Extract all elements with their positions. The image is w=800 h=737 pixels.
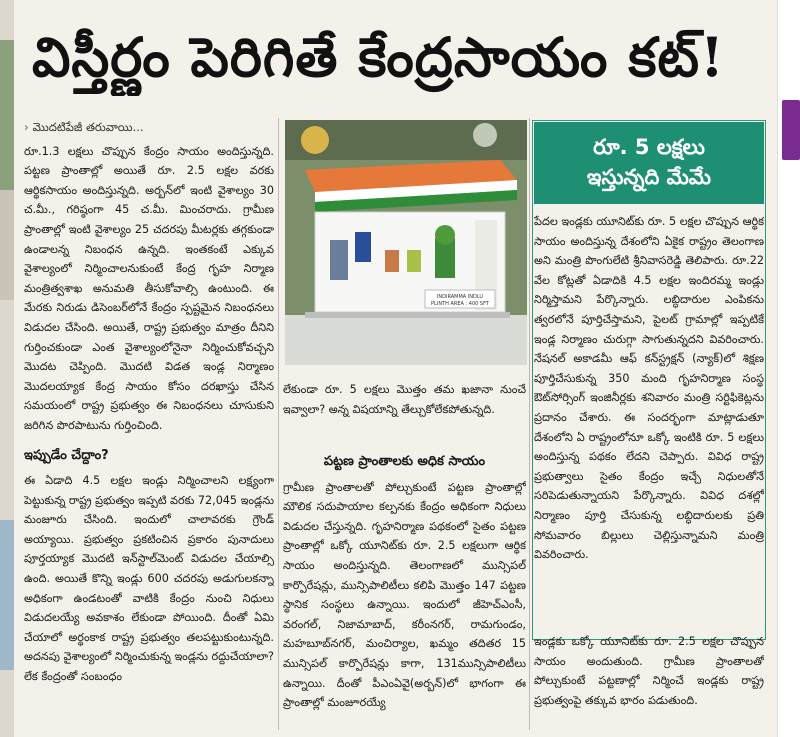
article-column-right-bottom	[534, 632, 764, 730]
house-model-illustration	[285, 120, 527, 365]
adjacent-page-edge-right	[777, 0, 800, 737]
kicker-text: మొదటిపేజీ తరువాయి...	[32, 120, 144, 134]
article-paragraph: ఇండ్లకు ఒక్కో యూనిట్‌కు రూ. 2.5 లక్షల చొప్పున సాయం అందుతుంది. గ్రామీణ ప్రాంతాలతో పోల్చుకుంటే పట్టణాల్లో నిర్మించే ఇండ్లకు రాష్ట్ర ప్రభుత్వంపై తక్కువ భారం పడుతుంది.	[534, 635, 764, 707]
sidebar-headline-line-2: ఇస్తున్నది మేమే	[586, 165, 712, 189]
model-label: INDIRAMMA INDLU	[436, 294, 484, 300]
article-column-left	[24, 118, 274, 730]
column-divider	[529, 118, 530, 730]
article-paragraph: లేకుండా రూ. 5 లక్షలు మొత్తం తమ ఖజానా నుంచే ఇవ్వాలా? అన్న విషయాన్ని తేల్చుకోలేకపోతున్నది.	[283, 383, 526, 416]
article-paragraph: పేదల ఇండ్లకు యూనిట్‌కు రూ. 5 లక్షల చొప్పున ఆర్థిక సాయం అందిస్తున్న దేశంలోని ఏకైక రాష్ట్రం తెలంగాణ అని మంత్రి పొంగులేటి శ్రీనివాసరెడ్డి తెలిపారు. రూ.22 వేల కోట్లతో ఏడాదికి 4.5 లక్షల ఇందిరమ్మ ఇండ్లు నిర్మిస్తామని పేర్కొన్నారు. లబ్ధిదారుల ఎంపికను త్వరలోనే పూర్తిచేస్తామని, పైలట్ గ్రామాల్లో ఇప్పటికే ఇండ్ల నిర్మాణం చురుగ్గా సాగుతున్నదని వివరించారు. నేషనల్ అకాడమీ ఆఫ్ కన్‌స్ట్రక్షన్ (న్యాక్)లో శిక్షణ పూర్తిచేసుకున్న 350 మంది గృహనిర్మాణ సంస్థ ఔట్‌సోర్సింగ్ ఇంజినీర్లకు శనివారం మంత్రి సర్టిఫికెట్లను ప్రదానం చేశారు. ఈ సందర్భంగా మాట్లాడుతూ దేశంలోని ఏ రాష్ట్రంలోనూ ఒక్కో ఇంటికి రూ. 5 లక్షలు అందిస్తున్న పథకం లేదని చెప్పారు. వివిధ రాష్ట్ర ప్రభుత్వాలు సైతం కేంద్రం ఇచ్చే నిధులతోనే సరిపెడుతున్నాయని పేర్కొన్నారు. వివిధ దశల్లో నిర్మాణం పూర్తి చేసుకున్న లబ్ధిదారులకు ప్రతి సోమవారం బిల్లులు చెల్లిస్తున్నామని మంత్రి వివరించారు.	[534, 215, 764, 562]
model-plinth-label: PLINTH AREA : 400 SFT	[431, 301, 489, 307]
chevron-right-icon: ›	[24, 120, 29, 134]
adjacent-page-edge	[0, 0, 14, 737]
subheading: పట్టణ ప్రాంతాలకు అధిక సాయం	[323, 454, 486, 469]
article-column-middle	[283, 452, 526, 730]
article-paragraph: ఈ ఏడాది 4.5 లక్షల ఇండ్లు నిర్మించాలని లక్ష్యంగా పెట్టుకున్న రాష్ట్ర ప్రభుత్వం ఇప్పటి వరకు 72,045 ఇండ్లను మంజూరు చేసింది. ఇందులో చాలావరకు గ్రౌండ్ అయ్యాయి. ప్రభుత్వం ప్రకటించిన ప్రకారం పునాదులు పూర్తయ్యాక మొదటి ఇన్‌స్టాల్‌మెంట్ విడుదల చేయాల్సి ఉంది. అయితే కొన్ని ఇండ్లు 600 చదరపు అడుగులకన్నా అధికంగా ఉండటంతో వాటికి కేంద్రం నుంచి నిధులు విడుదలయ్యే అవకాశం లేకుండా పోయింది. దీంతో ఏమి చేయాలో అర్థంకాక రాష్ట్ర ప్రభుత్వం తలపట్టుకుంటున్నది. అదనపు వైశాల్యంలో నిర్మించుకున్న ఇండ్లను రద్దుచేయాలా? లేక కేంద్రంతో సంబంధం	[24, 474, 274, 684]
article-column-middle-top	[283, 380, 526, 445]
continued-kicker	[24, 118, 274, 138]
sidebar-article	[534, 212, 764, 627]
sidebar-headline-line-1: రూ. 5 లక్షలు	[593, 135, 705, 159]
house-model-photo	[285, 120, 527, 365]
column-divider	[278, 118, 279, 730]
sidebar-headline-box	[534, 122, 764, 204]
article-paragraph: రూ.1.3 లక్షలు చొప్పున కేంద్రం సాయం అందిస్తున్నది. పట్టణ ప్రాంతాల్లో అయితే రూ. 2.5 లక్షల వరకు ఆర్థికసాయం అందిస్తున్నది. అర్బన్‌లో ఇంటి వైశాల్యం 30 చ.మీ., గరిష్ఠంగా 45 చ.మీ. మించరాదు. గ్రామీణ ప్రాంతాల్లో ఇంటి వైశాల్యం 25 చదరపు మీటర్లకు తగ్గకుండా ఉండాలన్న నిబంధన ఉన్నది. ఇంతకంటే ఎక్కువ వైశాల్యంలో నిర్మించాలనుకుంటే కేంద్ర గృహ నిర్మాణ మంత్రిత్వశాఖ అనుమతి తీసుకోవాల్సి ఉంటుంది. ఈ మేరకు నిరుడు డిసెంబర్‌లోనే కేంద్రం స్పష్టమైన నిబంధనలు విడుదల చేసింది. అయితే, రాష్ట్ర ప్రభుత్వం మాత్రం దీనిని గుర్తించకుండా ఎంత వైశాల్యంలోనైనా నిర్మించుకోవచ్చని మొదట చెప్పింది. మొదటి విడత ఇండ్ల నిర్మాణం మొదలయ్యాక కేంద్ర సాయం కోసం దరఖాస్తు చేసిన సమయంలో రాష్ట్ర ప్రభుత్వం ఈ నిబంధనలు చూసుకుని జరిగిన పొరపాటును గుర్తించింది.	[24, 144, 274, 432]
subheading: ఇప్పుడేం చేద్దాం?	[24, 447, 109, 463]
headline: విస్తీర్ణం పెరిగితే కేంద్రసాయం కట్!	[32, 25, 725, 89]
article-paragraph: గ్రామీణ ప్రాంతాలతో పోల్చుకుంటే పట్టణ ప్రాంతాల్లో మౌలిక సదుపాయాల కల్పనకు కేంద్రం అధికంగా నిధులు విడుదల చేస్తున్నది. గృహనిర్మాణ పథకంలో సైతం పట్టణ ప్రాంతాల్లో ఒక్కో యూనిట్‌కు రూ. 2.5 లక్షలుగా ఆర్థిక సాయం అందిస్తున్నది. తెలంగాణలో మున్సిపల్ కార్పొరేషన్లు, మున్సిపాలిటీలు కలిపి మొత్తం 147 పట్టణ స్థానిక సంస్థలు ఉన్నాయి. ఇందులో జీహెచ్ఎంసీ, వరంగల్, నిజామాబాద్, కరీంనగర్, రామగుండం, మహబూబ్‌నగర్, మంచిర్యాల, ఖమ్మం తదితర 15 మున్సిపల్ కార్పొరేషన్లు కాగా, 131మున్సిపాలిటీలు ఉన్నాయి. దీంతో పీఎంఏవై(అర్బన్)లో భాగంగా ఈ ప్రాంతాల్లో మంజూరయ్యే	[283, 480, 526, 710]
adjacent-page-marker	[782, 100, 800, 160]
